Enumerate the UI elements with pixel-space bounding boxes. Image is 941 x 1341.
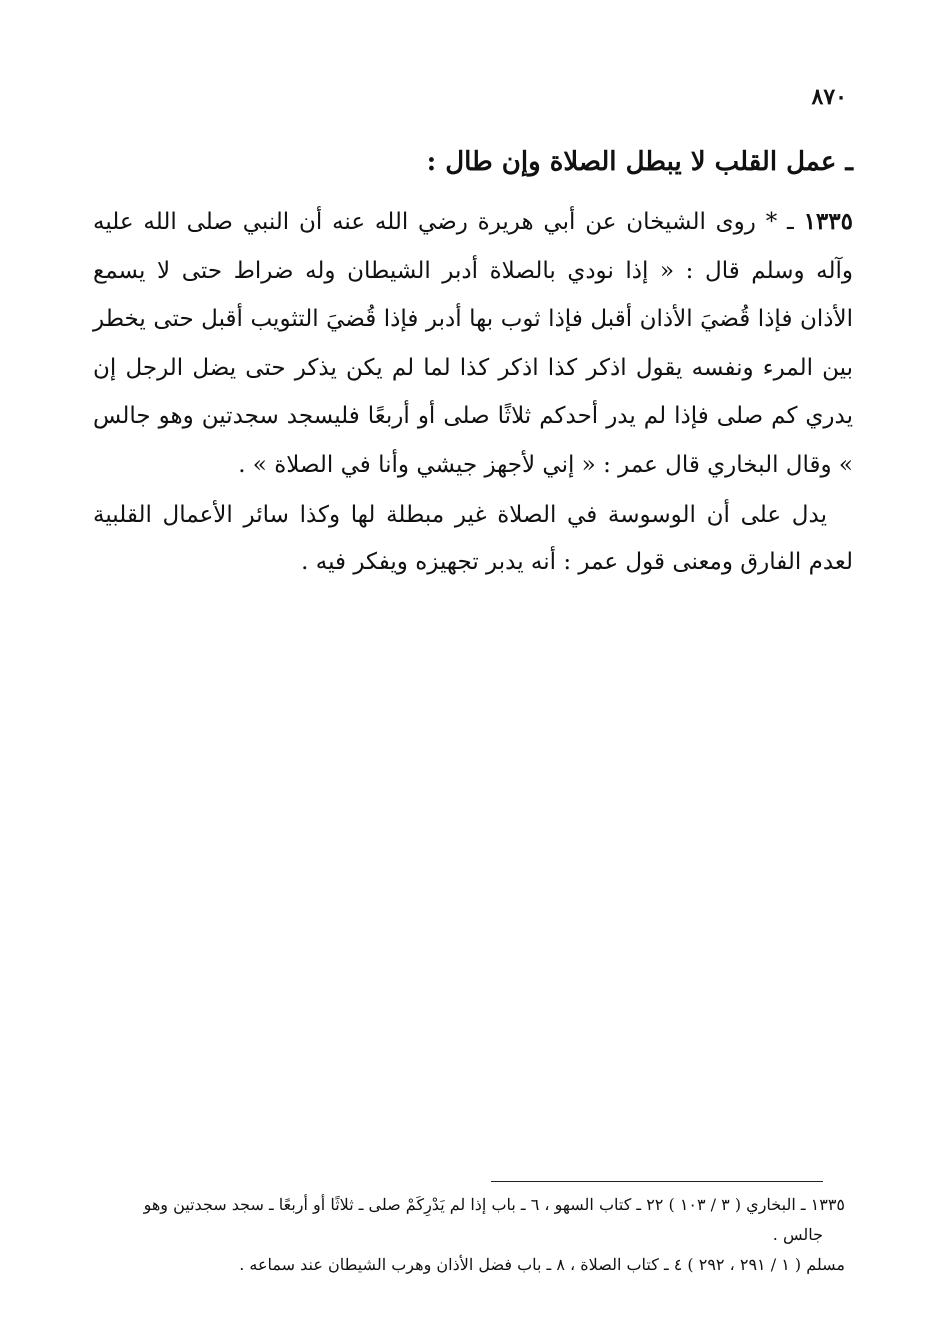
footnotes [75,1190,845,1280]
hadith-paragraph [93,198,853,489]
footnote-line: ١٣٣٥ ـ البخاري ( ٣ / ١٠٣ ) ٢٢ ـ كتاب السهو ، ٦ ـ باب إذا لم يَدْرِكَمْ صلى ـ ثلاثًا أو أربعًا ـ سجد سجدتين وهو [143,1195,845,1214]
footnote-line: مسلم ( ١ / ٢٩١ ، ٢٩٢ ) ٤ ـ كتاب الصلاة ، ٨ ـ باب فضل الأذان وهرب الشيطان عند سماعه . [239,1255,845,1274]
commentary-paragraph: يدل على أن الوسوسة في الصلاة غير مبطلة لها وكذا سائر الأعمال القلبية لعدم الفارق ومعنى قول عمر : أنه يدبر تجهيزه ويفكر فيه . [93,502,853,575]
section-heading: ـ عمل القلب لا يبطل الصلاة وإن طال : [426,147,853,177]
hadith-number: ١٣٣٥ [803,208,853,235]
footnote-line: جالس . [772,1225,823,1244]
page-number: ٨٧٠ [811,84,847,110]
hadith-text: ـ * روى الشيخان عن أبي هريرة رضي الله عنه أن النبي صلى الله عليه وآله وسلم قال : « إذا نودي بالصلاة أدبر الشيطان وله ضراط حتى لا يسمع الأذان فإذا قُضيَ الأذان أقبل فإذا ثوب بها أدبر فإذا قُضيَ التثويب أقبل حتى يخطر بين المرء ونفسه يقول اذكر كذا اذكر كذا لما لم يكن يذكر حتى يضل الرجل إن يدري كم صلى فإذا لم يدر أحدكم ثلاثًا صلى أو أربعًا فليسجد سجدتين وهو جالس » وقال البخاري قال عمر : « إني لأجهز جيشي وأنا في الصلاة » . [93,209,853,478]
footnote-divider [491,1181,823,1182]
